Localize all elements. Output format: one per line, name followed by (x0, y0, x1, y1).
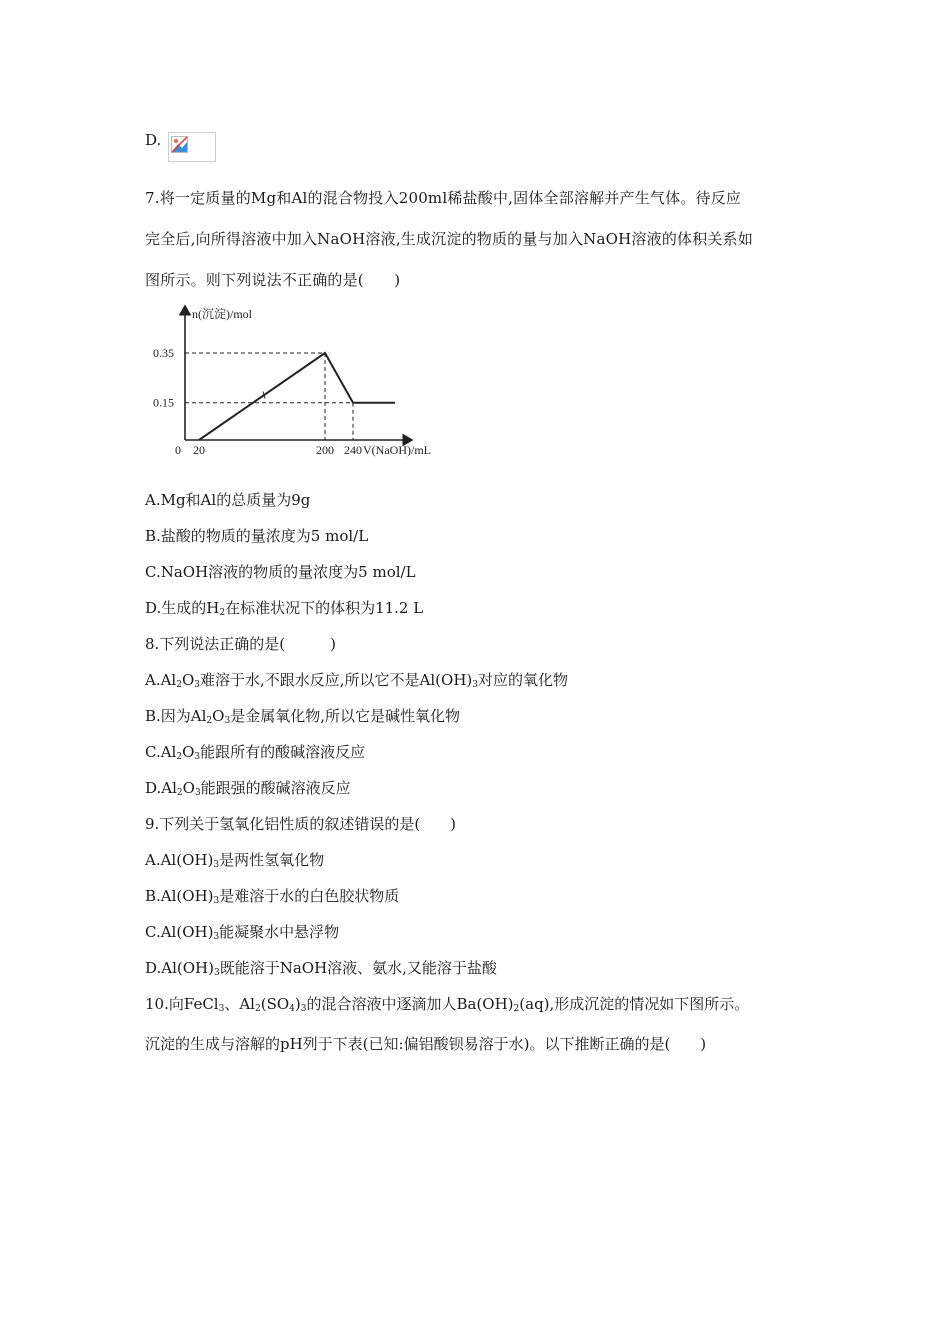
text-run: O (182, 779, 195, 797)
text-run: O (181, 671, 195, 689)
text-run: 10.向FeCl (145, 995, 219, 1013)
text-run: O (212, 707, 225, 725)
subscript: 3 (213, 932, 220, 942)
text-run: 能跟强的酸碱溶液反应 (200, 779, 351, 797)
subscript: 3 (213, 860, 220, 870)
text-run: 是两性氢氧化物 (219, 851, 325, 869)
text-run: (aq),形成沉淀的情况如下图所示。 (519, 995, 750, 1013)
text-run: A.Al (145, 671, 177, 689)
series-line (199, 353, 395, 440)
text-run: 难溶于水,不跟水反应,所以它不是Al(OH) (200, 671, 473, 689)
y-tick-label: 0.15 (153, 395, 174, 410)
text-run: 的混合溶液中逐滴加人Ba(OH) (306, 995, 514, 1013)
x-tick-label: 20 (193, 443, 205, 457)
q8-option-a (145, 670, 568, 690)
q10-stem-line2: 沉淀的生成与溶解的pH列于下表(已知:偏铝酸钡易溶于水)。以下推断正确的是( ) (145, 1035, 707, 1053)
q7-option-a: A.Mg和Al的总质量为9g (145, 491, 311, 509)
q8-option-c (145, 742, 365, 762)
subscript: 3 (194, 788, 201, 798)
subscript: 3 (224, 716, 231, 726)
prev-option-d-label: D. (145, 131, 162, 149)
q8-option-d (145, 778, 351, 798)
broken-image-icon (171, 136, 188, 153)
text-run: 是难溶于水的白色胶状物质 (219, 887, 400, 905)
text-run: A.Al(OH) (145, 851, 214, 869)
q7-option-b: B.盐酸的物质的量浓度为5 mol/L (145, 527, 369, 545)
q7-stem-line2: 完全后,向所得溶液中加入NaOH溶液,生成沉淀的物质的量与加入NaOH溶液的体积关系如 (145, 230, 754, 248)
broken-image-placeholder (168, 132, 216, 162)
q7-stem-line3: 图所示。则下列说法不正确的是( ) (145, 271, 401, 289)
text-run: B.因为Al (145, 707, 207, 725)
q9-option-a (145, 850, 324, 870)
precipitate-chart (140, 298, 460, 468)
q8-option-b (145, 706, 460, 726)
subscript: 2 (176, 788, 183, 798)
text-run: C.Al(OH) (145, 923, 214, 941)
text-run: B.Al(OH) (145, 887, 214, 905)
y-tick-label: 0.35 (153, 346, 174, 360)
subscript: 2 (176, 752, 183, 762)
text-run: 能跟所有的酸碱溶液反应 (200, 743, 366, 761)
subscript: 3 (472, 680, 479, 690)
text-run: 是金属氧化物,所以它是碱性氧化物 (230, 707, 460, 725)
text-run: ) (294, 995, 301, 1013)
y-axis-label: n(沉淀)/mol (192, 307, 252, 321)
subscript: 3 (218, 1004, 225, 1014)
q7-option-c: C.NaOH溶液的物质的量浓度为5 mol/L (145, 563, 416, 581)
subscript: 3 (213, 968, 220, 978)
origin-label: 0 (175, 443, 181, 457)
text-run: 、Al (224, 995, 255, 1013)
subscript: 3 (194, 752, 201, 762)
text-run: O (182, 743, 195, 761)
text-run: D.Al (145, 779, 177, 797)
q7-option-d: D.生成的$H_2$在标准状况下的体积为11.2 L (145, 599, 424, 618)
subscript: 3 (213, 896, 220, 906)
subscript: 2 (206, 716, 213, 726)
q9-stem: 9.下列关于氢氧化铝性质的叙述错误的是( ) (145, 815, 457, 833)
x-axis-label: V(NaOH)/mL (363, 443, 431, 457)
subscript: 2 (254, 1004, 261, 1014)
subscript: 3 (300, 1004, 307, 1014)
q8-stem: 8.下列说法正确的是( ) (145, 635, 337, 653)
text-run: 对应的氧化物 (478, 671, 569, 689)
q10-stem-line1 (145, 994, 749, 1014)
subscript: 4 (289, 1004, 295, 1014)
text-run: 既能溶于NaOH溶液、氨水,又能溶于盐酸 (219, 959, 497, 977)
subscript: 2 (176, 680, 182, 690)
subscript: 3 (194, 680, 201, 690)
q7-stem-line1: 7.将一定质量的Mg和Al的混合物投入200ml稀盐酸中,固体全部溶解并产生气体。待反应 (145, 189, 742, 207)
q9-option-d (145, 958, 497, 978)
text-run: 能凝聚水中悬浮物 (219, 923, 340, 941)
x-tick-label: 200 (316, 443, 334, 457)
text-run: C.Al (145, 743, 177, 761)
text-run: (SO (260, 995, 290, 1013)
subscript: 2 (513, 1004, 520, 1014)
q9-option-c (145, 922, 339, 942)
x-tick-label: 240 (344, 443, 362, 457)
text-run: D.Al(OH) (145, 959, 214, 977)
q9-option-b (145, 886, 399, 906)
